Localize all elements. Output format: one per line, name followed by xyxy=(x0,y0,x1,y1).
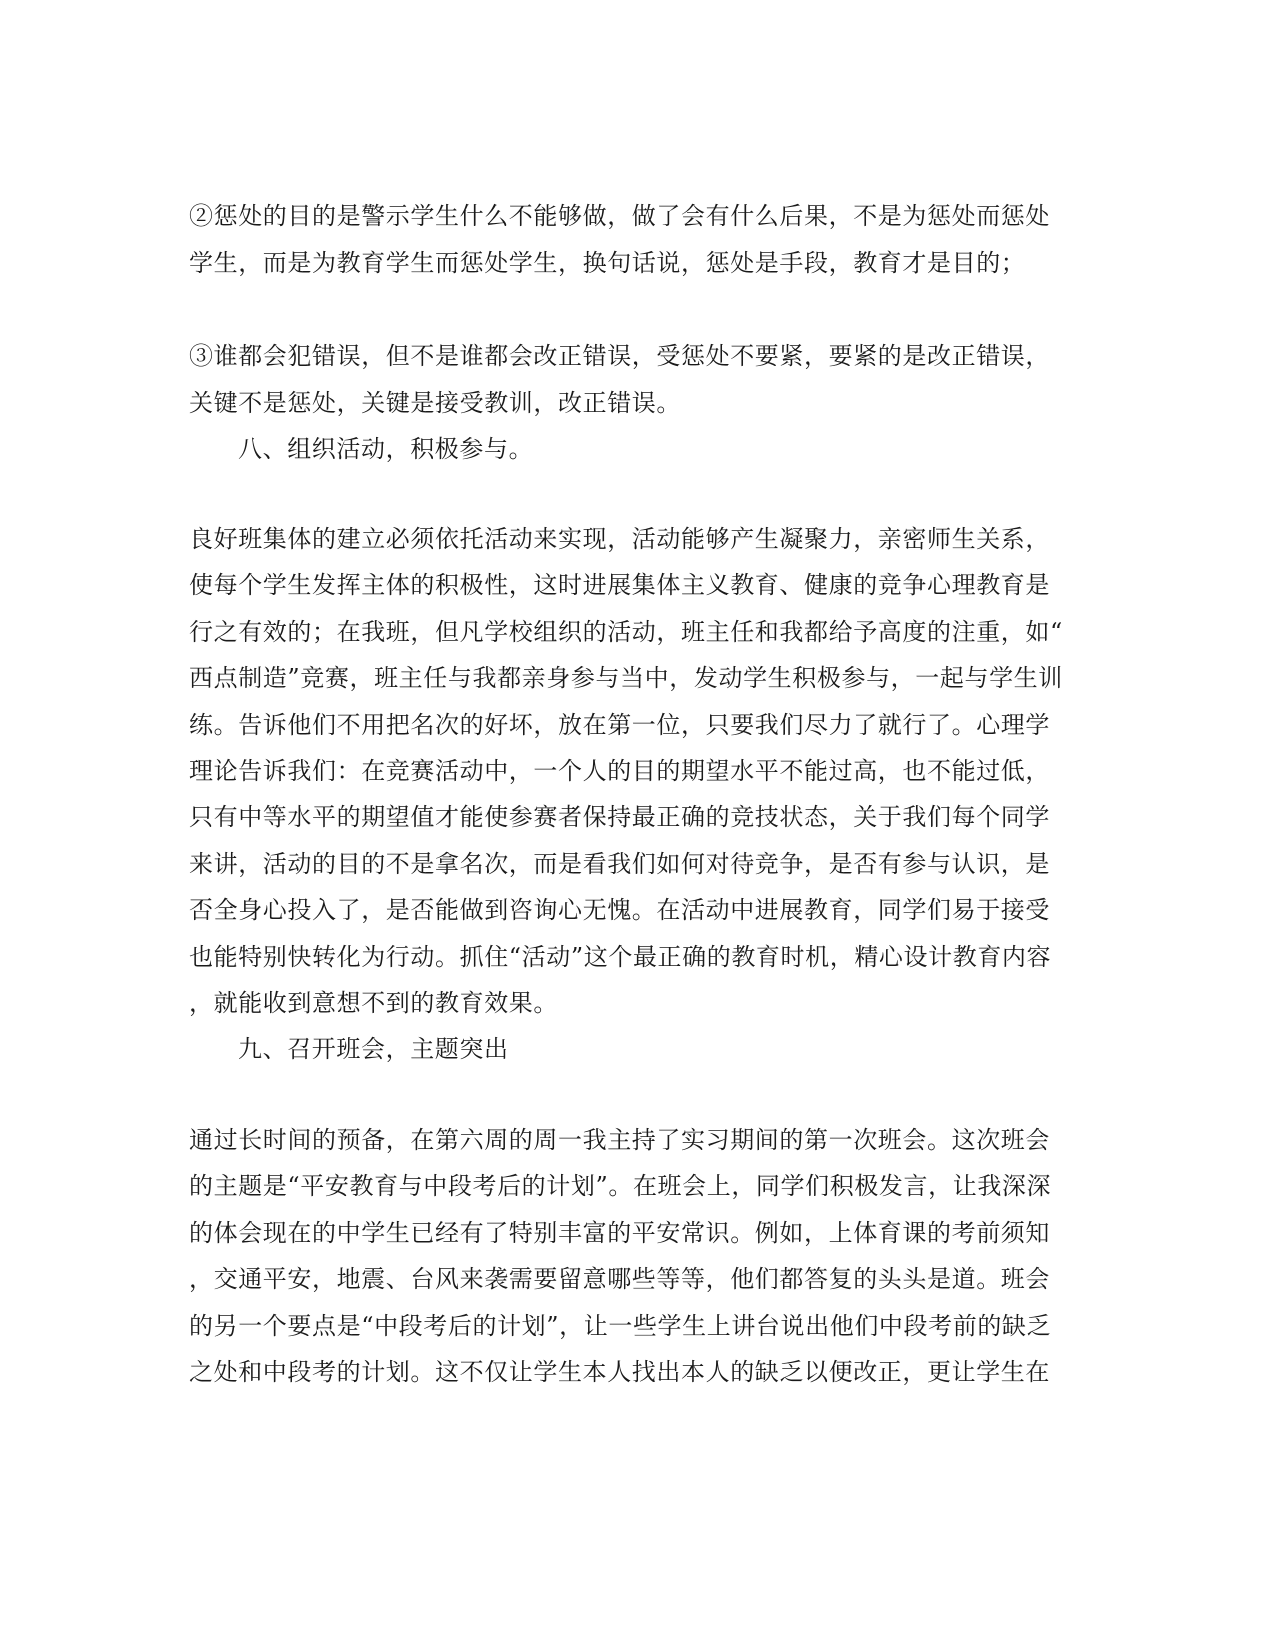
text-line: 练。告诉他们不用把名次的好坏，放在第一位，只要我们尽力了就行了。心理学 xyxy=(189,711,1050,739)
text-line: ③谁都会犯错误，但不是谁都会改正错误，受惩处不要紧，要紧的是改正错误， xyxy=(189,342,1050,370)
section-heading: 九、召开班会，主题突出 xyxy=(238,1035,509,1063)
text-line: 通过长时间的预备，在第六周的周一我主持了实习期间的第一次班会。这次班会 xyxy=(189,1126,1050,1154)
text-line: 的另一个要点是“中段考后的计划”，让一些学生上讲台说出他们中段考前的缺乏 xyxy=(189,1312,1052,1340)
text-line: 之处和中段考的计划。这不仅让学生本人找出本人的缺乏以便改正，更让学生在 xyxy=(189,1358,1050,1386)
text-line: 只有中等水平的期望值才能使参赛者保持最正确的竞技状态，关于我们每个同学 xyxy=(189,803,1050,831)
text-line: 使每个学生发挥主体的积极性，这时进展集体主义教育、健康的竞争心理教育是 xyxy=(189,571,1050,599)
text-line: 关键不是惩处，关键是接受教训，改正错误。 xyxy=(189,389,681,417)
text-line: 的主题是“平安教育与中段考后的计划”。在班会上，同学们积极发言，让我深深 xyxy=(189,1172,1052,1200)
text-line: 西点制造”竞赛，班主任与我都亲身参与当中，发动学生积极参与，一起与学生训 xyxy=(189,664,1063,692)
text-line: 理论告诉我们：在竞赛活动中，一个人的目的期望水平不能过高，也不能过低， xyxy=(189,757,1050,785)
text-line: 良好班集体的建立必须依托活动来实现，活动能够产生凝聚力，亲密师生关系， xyxy=(189,525,1050,553)
text-line: 行之有效的；在我班，但凡学校组织的活动，班主任和我都给予高度的注重，如“ xyxy=(189,618,1063,646)
text-line: 的体会现在的中学生已经有了特别丰富的平安常识。例如，上体育课的考前须知 xyxy=(189,1219,1050,1247)
text-line: 来讲，活动的目的不是拿名次，而是看我们如何对待竞争，是否有参与认识，是 xyxy=(189,850,1050,878)
text-line: 也能特别快转化为行动。抓住“活动”这个最正确的教育时机，精心设计教育内容 xyxy=(189,943,1052,971)
text-line: ，交通平安，地震、台风来袭需要留意哪些等等，他们都答复的头头是道。班会 xyxy=(189,1265,1050,1293)
text-line: ，就能收到意想不到的教育效果。 xyxy=(189,989,558,1017)
section-heading: 八、组织活动，积极参与。 xyxy=(238,435,534,463)
text-line: ②惩处的目的是警示学生什么不能够做，做了会有什么后果，不是为惩处而惩处 xyxy=(189,202,1050,230)
text-line: 否全身心投入了，是否能做到咨询心无愧。在活动中进展教育，同学们易于接受 xyxy=(189,896,1050,924)
text-line: 学生，而是为教育学生而惩处学生，换句话说，惩处是手段，教育才是目的； xyxy=(189,249,1026,277)
